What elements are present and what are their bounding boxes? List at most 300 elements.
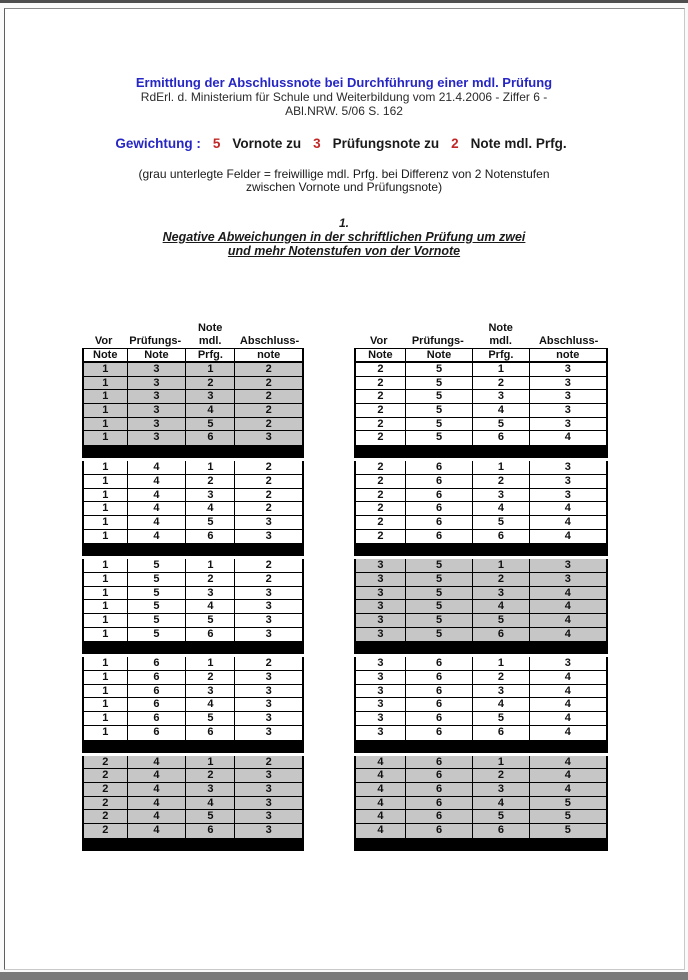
grade-cell: 6 [185,431,234,445]
grade-cell: 3 [472,390,528,403]
grade-cell: 1 [102,559,109,572]
grade-cell: 5 [185,614,234,627]
subtitle-line-2: ABl.NRW. 5/06 S. 162 [285,104,403,118]
grade-cell: 2 [377,417,384,430]
table-row [84,573,302,587]
grade-cell: 3 [377,559,384,572]
grade-cell: 6 [127,657,186,670]
grade-cell: 4 [127,475,186,488]
table-row [356,712,606,726]
grade-cell: 1 [102,376,109,389]
table-row [356,377,606,391]
grade-cell: 4 [127,461,186,474]
header-cell [82,322,125,335]
grade-cell: 4 [529,671,607,684]
subtitle-line-1: RdErl. d. Ministerium für Schule und Weiterbildung vom 21.4.2006 - Ziffer 6 - [140,90,548,104]
grade-cell: 5 [405,431,473,445]
grade-cell: 5 [472,810,528,823]
grade-cell: 2 [472,377,528,390]
separator-band [354,543,608,556]
header-cell: Abschluss- [538,335,599,347]
grade-cell: 3 [185,587,234,600]
table-row [84,377,302,391]
table-row [356,390,606,404]
grade-cell: 4 [472,698,528,711]
top-border-bar [0,0,688,3]
grade-cell: 2 [377,431,384,444]
separator-band [82,838,304,851]
grade-cell: 2 [185,377,234,390]
grade-cell: 5 [529,810,607,823]
grade-cell: 6 [127,685,186,698]
table-row [84,698,302,712]
grade-cell: 1 [102,431,109,444]
table-row [84,726,302,740]
grade-cell: 2 [234,502,302,515]
grade-cell: 5 [405,418,473,431]
section-heading-line-2: und mehr Notenstufen von der Vornote [227,244,461,258]
grade-cell: 5 [127,587,186,600]
grade-cell: 4 [127,489,186,502]
grade-cell: 5 [185,516,234,529]
grade-cell: 5 [405,363,473,376]
table-row [84,475,302,489]
header-cell: note [529,349,607,361]
grade-cell: 1 [185,559,234,572]
grade-cell: 4 [127,810,186,823]
grade-cell: 4 [529,628,607,642]
grade-cell: 3 [377,572,384,585]
grade-cell: 2 [234,559,302,572]
grade-cell: 6 [127,671,186,684]
grade-cell: 6 [405,769,473,782]
table-row [356,363,606,377]
grade-cell: 3 [127,404,186,417]
grade-cell: 2 [472,475,528,488]
header-cell: mdl. [489,335,512,347]
grade-cell: 3 [529,573,607,586]
grade-cell: 3 [529,363,607,376]
grade-cell: 3 [185,390,234,403]
header-cell: Note [127,349,186,361]
grade-cell: 1 [102,572,109,585]
grade-cell: 3 [529,404,607,417]
bottom-border-bar [0,972,688,980]
grade-cell: 3 [377,614,384,626]
grade-cell: 3 [185,685,234,698]
grade-block [82,461,304,543]
header-cell: Abschluss- [239,335,300,347]
grade-cell: 5 [405,628,473,642]
grade-cell: 4 [127,756,186,769]
grade-cell: 5 [405,600,473,613]
separator-band [354,641,608,654]
table-row [356,530,606,544]
grade-cell: 6 [472,726,528,740]
grade-cell: 4 [185,502,234,515]
grade-cell: 2 [102,823,109,836]
table-row [356,797,606,811]
weighting-segment: Vornote zu [232,136,302,151]
header-cell: Prfg. [185,349,234,361]
grade-cell: 2 [234,573,302,586]
table-row [84,600,302,614]
grade-cell: 4 [472,404,528,417]
grade-cell: 6 [127,726,186,740]
grade-cell: 1 [185,363,234,376]
grade-cell: 2 [377,363,384,375]
grade-cell: 4 [529,600,607,613]
grade-cell: 6 [472,628,528,642]
header-cell [125,322,185,335]
grade-cell: 5 [405,559,473,572]
table-row [356,726,606,740]
grade-cell: 1 [102,614,109,626]
separator-band [354,445,608,458]
grade-cell: 1 [102,417,109,430]
table-row [356,516,606,530]
grade-cell: 4 [377,769,384,782]
grade-cell: 6 [405,461,473,474]
table-row [356,587,606,601]
table-row [356,559,606,573]
separator-band [354,740,608,753]
grade-cell: 3 [529,657,607,670]
grade-cell: 6 [185,824,234,838]
grade-cell: 1 [102,586,109,599]
separator-band [82,740,304,753]
section-number: 1. [338,216,349,230]
grade-cell: 3 [377,712,384,725]
grade-cell: 3 [529,559,607,572]
grade-cell: 4 [127,530,186,544]
grade-cell: 5 [185,418,234,431]
grade-cell: 1 [472,657,528,670]
table-row [84,461,302,475]
header-cell: Note [488,322,513,334]
grade-cell: 3 [529,377,607,390]
grade-cell: 6 [405,685,473,698]
table-row [84,530,302,544]
grade-block [82,756,304,838]
grade-cell: 5 [405,573,473,586]
grade-cell: 4 [529,516,607,529]
grade-cell: 1 [102,502,109,515]
grade-cell: 3 [234,698,302,711]
header-cell: Note [368,349,393,361]
grade-cell: 4 [472,600,528,613]
grade-cell: 4 [127,502,186,515]
grade-cell: 2 [377,502,384,515]
grade-cell: 1 [102,712,109,725]
grade-cell: 1 [102,725,109,738]
grade-cell: 4 [185,797,234,810]
grade-cell: 2 [234,377,302,390]
table-row [84,390,302,404]
grade-cell: 2 [234,418,302,431]
grade-cell: 5 [185,810,234,823]
grade-cell: 6 [472,530,528,544]
grade-cell: 4 [529,431,607,445]
grade-cell: 1 [102,600,109,613]
grade-cell: 2 [185,475,234,488]
header-cell: Note [93,349,118,361]
header-cell: Note [405,349,473,361]
grade-cell: 6 [405,756,473,769]
grade-cell: 6 [405,671,473,684]
header-cell: Note [197,322,223,334]
grade-cell: 3 [234,671,302,684]
table-row [84,797,302,811]
weighting-segment: 2 [451,136,459,151]
grade-cell: 5 [405,377,473,390]
grade-cell: 3 [472,783,528,796]
grade-cell: 3 [234,587,302,600]
header-cell: mdl. [198,335,222,347]
grade-block [354,363,608,445]
table-body-right [354,363,608,851]
table-row [356,810,606,824]
header-cell [235,322,304,335]
grade-cell: 1 [185,461,234,474]
grade-cell: 2 [472,573,528,586]
grade-cell: 6 [405,698,473,711]
grade-cell: 6 [405,657,473,670]
legend-note-line-2: zwischen Vornote und Prüfungsnote) [245,180,443,194]
table-row [356,698,606,712]
grade-cell: 5 [185,712,234,725]
grade-cell: 2 [102,782,109,795]
grade-cell: 4 [529,712,607,725]
grade-block [354,461,608,543]
grade-cell: 2 [234,489,302,502]
grade-cell: 2 [377,390,384,403]
separator-band [354,838,608,851]
table-header-line-3 [82,348,304,363]
grade-cell: 1 [185,756,234,769]
grade-cell: 3 [185,489,234,502]
grade-cell: 4 [377,782,384,795]
grade-cell: 1 [102,627,109,640]
grade-cell: 2 [234,390,302,403]
header-cell [354,322,404,335]
grade-cell: 1 [102,657,109,670]
grade-cell: 6 [405,783,473,796]
grade-cell: 3 [234,783,302,796]
table-row [356,573,606,587]
grade-cell: 5 [127,600,186,613]
table-row [356,461,606,475]
grade-cell: 6 [185,726,234,740]
table-header-line-2 [354,335,608,348]
grade-cell: 3 [234,516,302,529]
grade-cell: 1 [102,488,109,501]
grade-cell: 5 [472,712,528,725]
grade-cell: 6 [405,712,473,725]
table-header-line-1 [82,322,304,335]
grade-cell: 3 [234,530,302,544]
grade-cell: 2 [377,529,384,542]
table-row [356,475,606,489]
grade-cell: 4 [472,797,528,810]
table-row [84,559,302,573]
grade-cell: 6 [472,431,528,445]
grade-cell: 3 [127,418,186,431]
weighting-segment: Note mdl. Prfg. [470,136,567,151]
grade-block [82,657,304,739]
table-row [84,685,302,699]
grade-cell: 1 [102,363,109,375]
table-row [356,614,606,628]
grade-block [82,363,304,445]
grade-cell: 4 [377,796,384,809]
grade-cell: 3 [234,600,302,613]
grade-cell: 2 [102,769,109,782]
grade-cell: 4 [529,726,607,740]
table-row [84,712,302,726]
grade-cell: 6 [405,502,473,515]
table-row [84,502,302,516]
table-row [84,614,302,628]
grade-cell: 5 [405,404,473,417]
grades-table-right [354,322,608,854]
grade-cell: 4 [529,769,607,782]
grade-cell: 2 [472,769,528,782]
grade-cell: 1 [102,529,109,542]
grade-cell: 4 [377,810,384,823]
table-row [84,587,302,601]
grade-cell: 6 [405,516,473,529]
page-title: Ermittlung der Abschlussnote bei Durchführung einer mdl. Prüfung [135,75,553,90]
table-row [84,431,302,445]
grade-cell: 1 [102,461,109,474]
weighting-segment: 5 [212,136,221,151]
grade-cell: 6 [405,489,473,502]
grade-cell: 4 [529,698,607,711]
header-cell [529,322,608,335]
grade-cell: 5 [405,390,473,403]
table-row [84,810,302,824]
grade-cell: 3 [234,797,302,810]
table-row [356,628,606,642]
table-header-line-3 [354,348,608,363]
table-row [84,783,302,797]
grade-cell: 6 [185,530,234,544]
grade-block [354,756,608,838]
grade-cell: 1 [102,684,109,697]
grade-cell: 2 [472,671,528,684]
grade-cell: 1 [102,515,109,528]
separator-band [82,543,304,556]
grade-cell: 3 [472,685,528,698]
table-row [356,489,606,503]
table-row [84,756,302,770]
grade-cell: 2 [377,461,384,474]
table-row [84,769,302,783]
grade-cell: 1 [102,474,109,487]
grade-block [354,657,608,739]
grade-cell: 5 [127,573,186,586]
grade-cell: 3 [234,431,302,445]
table-row [84,824,302,838]
header-cell [404,322,473,335]
grade-cell: 3 [529,475,607,488]
grade-cell: 6 [405,797,473,810]
grade-cell: 3 [377,657,384,670]
grade-cell: 5 [127,559,186,572]
grade-cell: 3 [472,489,528,502]
separator-band [82,445,304,458]
grade-cell: 3 [127,363,186,376]
grade-cell: 5 [405,587,473,600]
grade-block [354,559,608,641]
legend-note-line-1: (grau unterlegte Felder = freiwillige mdl. Prfg. bei Differenz von 2 Notenstufen [138,167,550,181]
grade-cell: 6 [405,530,473,544]
grade-cell: 1 [102,671,109,684]
grade-cell: 3 [234,726,302,740]
grade-cell: 2 [102,755,109,768]
grade-cell: 1 [472,461,528,474]
grade-cell: 1 [102,404,109,417]
grade-cell: 5 [127,628,186,642]
header-cell: note [234,349,302,361]
grade-cell: 4 [529,783,607,796]
grade-cell: 3 [529,390,607,403]
table-row [356,783,606,797]
grade-cell: 3 [377,698,384,711]
grade-cell: 3 [472,587,528,600]
grade-cell: 2 [185,573,234,586]
grade-cell: 3 [377,627,384,640]
grade-cell: 4 [529,502,607,515]
table-header-line-2 [82,335,304,348]
grade-cell: 3 [234,614,302,627]
table-row [356,824,606,838]
grade-cell: 2 [234,475,302,488]
grade-cell: 3 [234,628,302,642]
table-body-left [82,363,304,851]
grade-cell: 6 [127,712,186,725]
grade-cell: 3 [234,824,302,838]
grade-cell: 6 [127,698,186,711]
table-row [356,769,606,783]
table-row [84,628,302,642]
grade-cell: 2 [377,515,384,528]
weighting-segment: Gewichtung : [115,136,201,151]
grade-cell: 2 [234,756,302,769]
separator-band [82,641,304,654]
grade-cell: 6 [405,726,473,740]
grade-cell: 5 [529,824,607,838]
grade-cell: 3 [234,685,302,698]
table-row [84,363,302,377]
grade-cell: 2 [102,796,109,809]
grade-cell: 2 [185,671,234,684]
grade-cell: 3 [377,684,384,697]
grade-cell: 5 [405,614,473,627]
grade-cell: 3 [234,712,302,725]
grade-cell: 3 [529,461,607,474]
grade-cell: 2 [377,488,384,501]
header-cell: Prüfungs- [411,335,464,347]
grade-cell: 3 [377,725,384,738]
grade-cell: 3 [127,377,186,390]
grade-cell: 4 [529,530,607,544]
table-row [356,431,606,445]
header-cell: Vor [369,335,388,347]
grades-table-left [82,322,304,854]
grade-cell: 2 [234,657,302,670]
